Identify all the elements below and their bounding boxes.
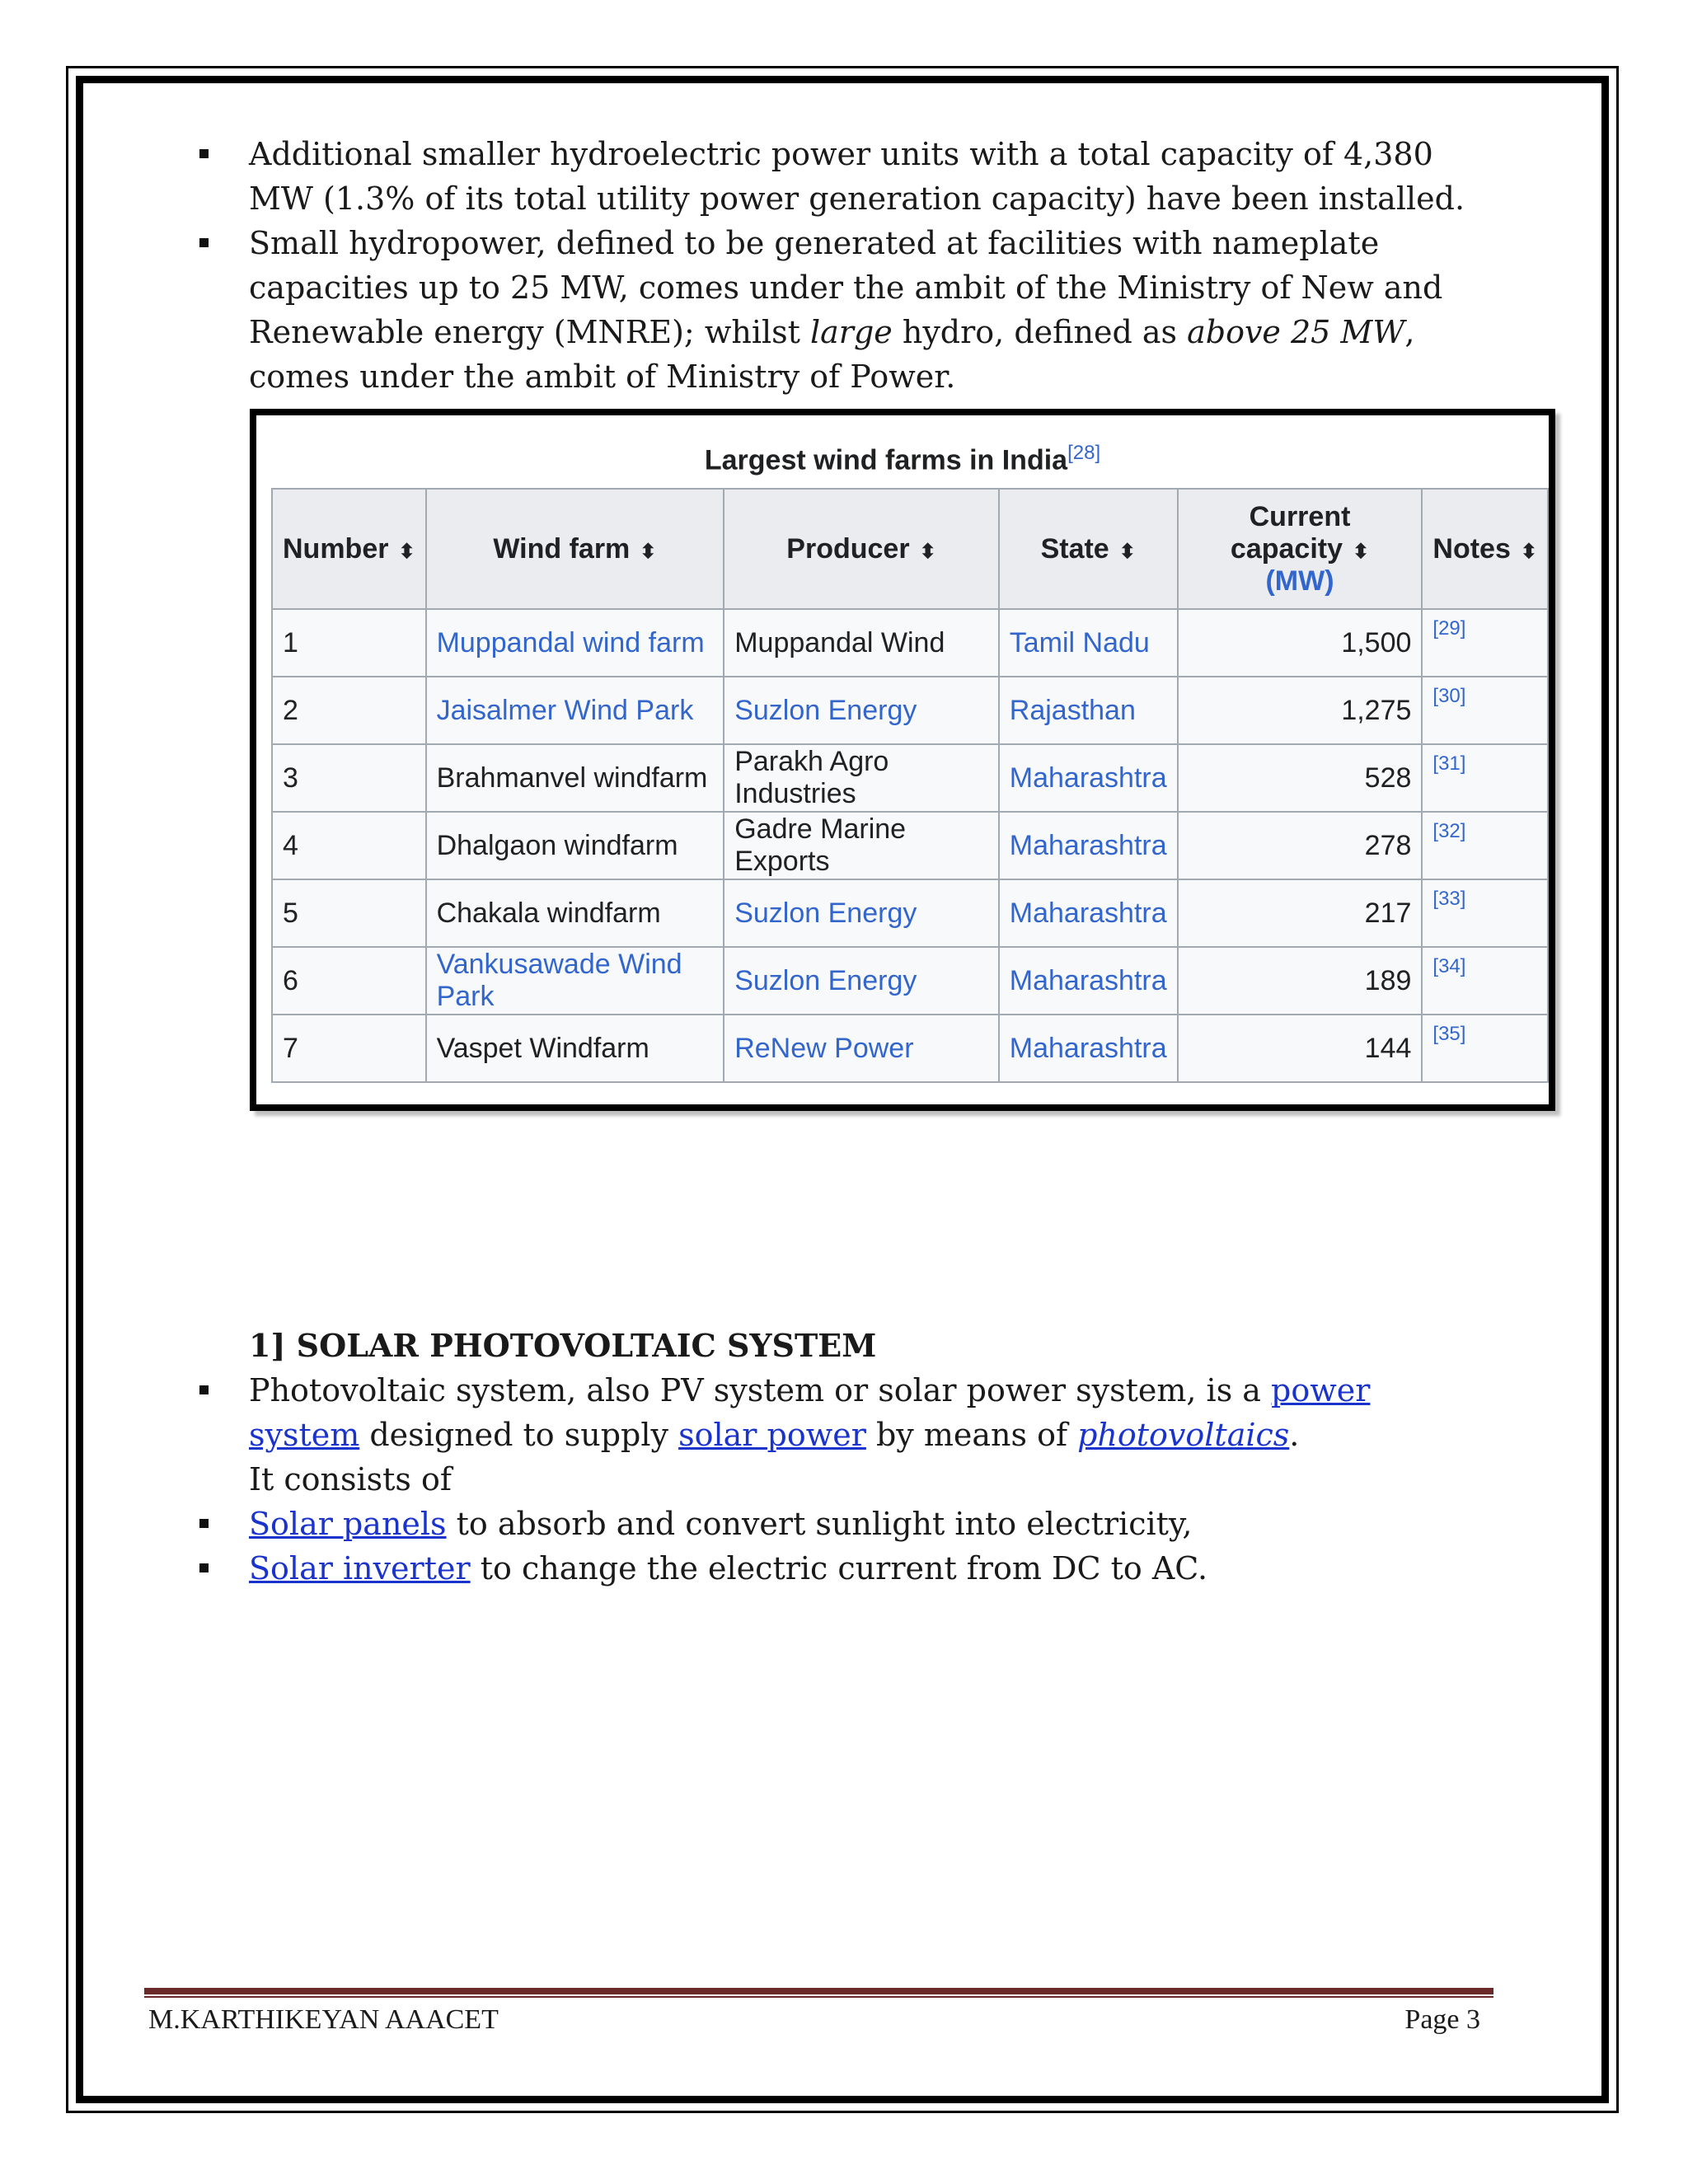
table-row [272, 879, 1548, 947]
cell-capacity: 1,500 [1178, 609, 1423, 677]
footer-page-number: Page 3 [1404, 2004, 1480, 2035]
cell-state[interactable]: Maharashtra [999, 812, 1178, 879]
hydro-bullet-list [198, 132, 1484, 399]
bullet-item: Additional smaller hydroelectric power units with a total capacity of 4,380 MW (1.3% of its total utility power generation capacity) have been installed. [198, 132, 1484, 221]
bullet-item: Solar panels to absorb and convert sunlight into electricity, [198, 1502, 1484, 1546]
table-header-row [272, 489, 1548, 609]
cell-capacity: 144 [1178, 1015, 1423, 1082]
cell-producer: Parakh Agro Industries [724, 744, 999, 812]
solar-inverter-link[interactable]: Solar inverter [249, 1550, 471, 1586]
cell-wind-farm: Vaspet Windfarm [426, 1015, 724, 1082]
table-row [272, 744, 1548, 812]
cell-state[interactable]: Rajasthan [999, 677, 1178, 744]
col-header-producer[interactable]: Producer ⬍ [724, 489, 999, 609]
cell-wind-farm: Chakala windfarm [426, 879, 724, 947]
cell-state[interactable]: Maharashtra [999, 744, 1178, 812]
cell-number: 7 [272, 1015, 426, 1082]
bullet-item: Small hydropower, defined to be generated at facilities with nameplate capacities up to 25 MW, comes under the ambit of the Ministry of New and Renewable energy (MNRE); whilst large hydro, defined as above 25 MW, comes under the ambit of Ministry of Power. [198, 221, 1484, 399]
cell-state[interactable]: Maharashtra [999, 879, 1178, 947]
cell-capacity: 278 [1178, 812, 1423, 879]
col-header-number[interactable]: Number ⬍ [272, 489, 426, 609]
cell-number: 2 [272, 677, 426, 744]
table-row [272, 812, 1548, 879]
cell-number: 6 [272, 947, 426, 1015]
cell-notes[interactable]: [32] [1422, 812, 1548, 879]
cell-number: 4 [272, 812, 426, 879]
consists-text: It consists of [249, 1461, 452, 1497]
cell-notes[interactable]: [35] [1422, 1015, 1548, 1082]
section-heading: 1] SOLAR PHOTOVOLTAIC SYSTEM [249, 1327, 877, 1364]
wind-farms-table [271, 488, 1549, 1083]
table-row [272, 609, 1548, 677]
caption-ref[interactable]: [28] [1067, 442, 1101, 464]
col-header-state[interactable]: State ⬍ [999, 489, 1178, 609]
cell-producer[interactable]: ReNew Power [724, 1015, 999, 1082]
cell-wind-farm: Dhalgaon windfarm [426, 812, 724, 879]
cell-producer[interactable]: Suzlon Energy [724, 677, 999, 744]
solar-panels-link[interactable]: Solar panels [249, 1506, 447, 1542]
footer-rule-thin [144, 1996, 1493, 1998]
cell-capacity: 189 [1178, 947, 1423, 1015]
cell-notes[interactable]: [31] [1422, 744, 1548, 812]
cell-producer[interactable]: Suzlon Energy [724, 947, 999, 1015]
sort-icon[interactable]: ⬍ [1353, 540, 1370, 563]
cell-state[interactable]: Tamil Nadu [999, 609, 1178, 677]
sort-icon[interactable]: ⬍ [919, 540, 936, 563]
cell-notes[interactable]: [34] [1422, 947, 1548, 1015]
cell-state[interactable]: Maharashtra [999, 947, 1178, 1015]
mw-link[interactable]: (MW) [1265, 565, 1334, 597]
sort-icon[interactable]: ⬍ [640, 540, 657, 563]
cell-number: 5 [272, 879, 426, 947]
col-header-notes[interactable]: Notes ⬍ [1422, 489, 1548, 609]
table-caption: Largest wind farms in India[28] [704, 442, 1101, 476]
bullet-item: Photovoltaic system, also PV system or solar power system, is a power system designed to supply solar power by means of photovoltaics. [198, 1368, 1484, 1457]
footer-author: M.KARTHIKEYAN AAACET [148, 2004, 499, 2035]
cell-notes[interactable]: [29] [1422, 609, 1548, 677]
cell-notes[interactable]: [33] [1422, 879, 1548, 947]
sort-icon[interactable]: ⬍ [398, 540, 415, 563]
cell-capacity: 1,275 [1178, 677, 1423, 744]
cell-wind-farm: Brahmanvel windfarm [426, 744, 724, 812]
cell-notes[interactable]: [30] [1422, 677, 1548, 744]
components-list [198, 1502, 1484, 1591]
table-row [272, 1015, 1548, 1082]
col-header-wind-farm[interactable]: Wind farm ⬍ [426, 489, 724, 609]
table-row [272, 947, 1548, 1015]
cell-producer: Gadre Marine Exports [724, 812, 999, 879]
cell-state[interactable]: Maharashtra [999, 1015, 1178, 1082]
photovoltaics-link[interactable]: photovoltaics [1077, 1417, 1290, 1453]
solar-power-link[interactable]: solar power [678, 1417, 866, 1453]
cell-wind-farm[interactable]: Vankusawade Wind Park [426, 947, 724, 1015]
cell-capacity: 528 [1178, 744, 1423, 812]
sort-icon[interactable]: ⬍ [1118, 540, 1136, 563]
cell-producer[interactable]: Suzlon Energy [724, 879, 999, 947]
power-system-link[interactable]: power system [249, 1372, 1371, 1453]
wind-farms-table-image [250, 409, 1555, 1111]
bullet-item: Solar inverter to change the electric current from DC to AC. [198, 1546, 1484, 1591]
cell-wind-farm[interactable]: Jaisalmer Wind Park [426, 677, 724, 744]
cell-capacity: 217 [1178, 879, 1423, 947]
cell-number: 3 [272, 744, 426, 812]
cell-producer: Muppandal Wind [724, 609, 999, 677]
col-header-capacity[interactable]: Current capacity ⬍ (MW) [1178, 489, 1423, 609]
footer-rule [144, 1988, 1493, 1994]
table-row [272, 677, 1548, 744]
cell-wind-farm[interactable]: Muppandal wind farm [426, 609, 724, 677]
table-body [272, 609, 1548, 1082]
solar-bullet-list [198, 1368, 1484, 1457]
sort-icon[interactable]: ⬍ [1520, 540, 1537, 563]
cell-number: 1 [272, 609, 426, 677]
